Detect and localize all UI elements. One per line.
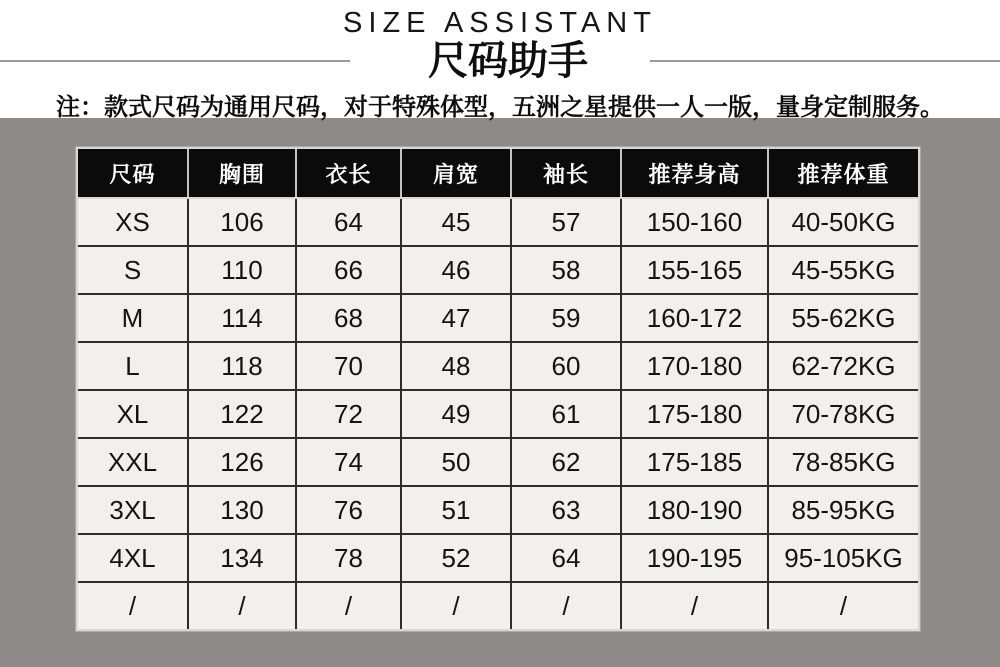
table-row <box>78 390 918 438</box>
title-chinese: 尺码助手 <box>428 38 588 83</box>
table-cell: 70 <box>296 342 401 390</box>
size-table-frame <box>76 147 920 631</box>
table-cell: 134 <box>188 534 296 582</box>
title-chinese-row <box>0 40 1000 82</box>
table-cell: 106 <box>188 198 296 246</box>
table-cell: / <box>401 582 511 629</box>
table-cell: 62-72KG <box>768 342 918 390</box>
table-cell: 110 <box>188 246 296 294</box>
table-cell: XS <box>78 198 188 246</box>
table-cell: 70-78KG <box>768 390 918 438</box>
table-cell: 57 <box>511 198 621 246</box>
table-cell: 85-95KG <box>768 486 918 534</box>
column-header-length: 衣长 <box>296 149 401 198</box>
table-cell: 68 <box>296 294 401 342</box>
table-cell: 51 <box>401 486 511 534</box>
table-cell: / <box>296 582 401 629</box>
table-cell: 62 <box>511 438 621 486</box>
table-cell: 61 <box>511 390 621 438</box>
title-block <box>0 0 1000 121</box>
table-cell: 55-62KG <box>768 294 918 342</box>
table-cell: 50 <box>401 438 511 486</box>
table-cell: L <box>78 342 188 390</box>
table-cell: 126 <box>188 438 296 486</box>
table-row <box>78 486 918 534</box>
table-cell: 66 <box>296 246 401 294</box>
table-cell: 47 <box>401 294 511 342</box>
table-cell: S <box>78 246 188 294</box>
table-cell: 190-195 <box>621 534 768 582</box>
table-cell: 170-180 <box>621 342 768 390</box>
table-cell: 59 <box>511 294 621 342</box>
table-cell: / <box>78 582 188 629</box>
table-cell: 95-105KG <box>768 534 918 582</box>
column-header-height: 推荐身高 <box>621 149 768 198</box>
table-cell: 175-180 <box>621 390 768 438</box>
table-row <box>78 294 918 342</box>
column-header-weight: 推荐体重 <box>768 149 918 198</box>
table-cell: 45 <box>401 198 511 246</box>
table-cell: / <box>511 582 621 629</box>
table-cell: 175-185 <box>621 438 768 486</box>
table-row <box>78 246 918 294</box>
size-table <box>78 149 918 629</box>
table-cell: 63 <box>511 486 621 534</box>
column-header-shoulder: 肩宽 <box>401 149 511 198</box>
table-cell: 49 <box>401 390 511 438</box>
table-cell: 114 <box>188 294 296 342</box>
column-header-chest: 胸围 <box>188 149 296 198</box>
table-cell: 40-50KG <box>768 198 918 246</box>
table-cell: 60 <box>511 342 621 390</box>
table-row <box>78 534 918 582</box>
table-cell: XL <box>78 390 188 438</box>
divider-line-left <box>0 60 350 62</box>
table-cell: XXL <box>78 438 188 486</box>
table-cell: / <box>621 582 768 629</box>
table-cell: 180-190 <box>621 486 768 534</box>
table-cell: 130 <box>188 486 296 534</box>
table-cell: 78-85KG <box>768 438 918 486</box>
table-cell: 58 <box>511 246 621 294</box>
table-row <box>78 438 918 486</box>
metal-background <box>0 118 1000 667</box>
table-cell: 48 <box>401 342 511 390</box>
table-cell: 64 <box>296 198 401 246</box>
table-row <box>78 198 918 246</box>
table-cell: / <box>188 582 296 629</box>
title-english: SIZE ASSISTANT <box>343 7 657 39</box>
table-cell: 52 <box>401 534 511 582</box>
table-cell: 118 <box>188 342 296 390</box>
table-cell: 155-165 <box>621 246 768 294</box>
table-cell: 46 <box>401 246 511 294</box>
table-cell: 72 <box>296 390 401 438</box>
column-header-sleeve: 袖长 <box>511 149 621 198</box>
note-text: 注：款式尺码为通用尺码，对于特殊体型，五洲之星提供一人一版，量身定制服务。 <box>56 95 944 121</box>
table-row <box>78 342 918 390</box>
table-header-row <box>78 149 918 198</box>
table-cell: / <box>768 582 918 629</box>
table-cell: 122 <box>188 390 296 438</box>
column-header-size: 尺码 <box>78 149 188 198</box>
divider-line-right <box>650 60 1000 62</box>
table-cell: 74 <box>296 438 401 486</box>
table-cell: 150-160 <box>621 198 768 246</box>
table-cell: 45-55KG <box>768 246 918 294</box>
table-cell: M <box>78 294 188 342</box>
table-cell: 3XL <box>78 486 188 534</box>
table-cell: 64 <box>511 534 621 582</box>
table-cell: 76 <box>296 486 401 534</box>
table-row <box>78 582 918 629</box>
table-cell: 78 <box>296 534 401 582</box>
table-cell: 160-172 <box>621 294 768 342</box>
table-cell: 4XL <box>78 534 188 582</box>
